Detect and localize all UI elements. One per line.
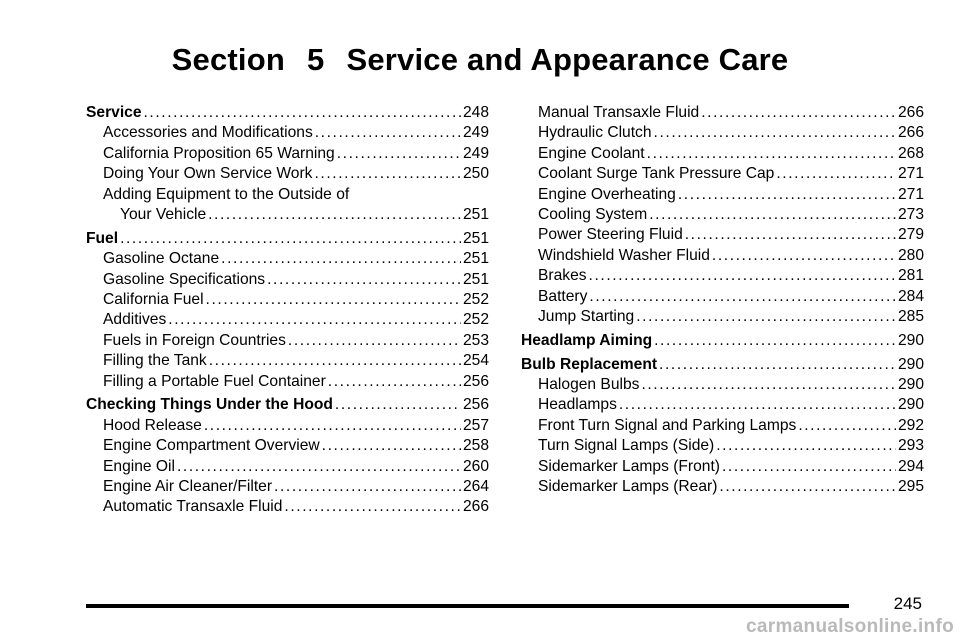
dot-leader bbox=[314, 164, 461, 184]
dot-leader bbox=[337, 144, 461, 164]
dot-leader bbox=[654, 331, 896, 351]
toc-entry-label: Bulb Replacement bbox=[521, 355, 658, 373]
toc-column-right bbox=[521, 103, 924, 497]
section-word: Section bbox=[171, 42, 285, 77]
toc-entry-label: Sidemarker Lamps (Rear) bbox=[538, 478, 718, 496]
toc-entry[interactable] bbox=[521, 185, 924, 205]
toc-entry-page: 251 bbox=[462, 229, 489, 247]
dot-leader bbox=[209, 351, 461, 371]
toc-entry-page: 266 bbox=[897, 124, 924, 142]
toc-entry[interactable] bbox=[86, 123, 489, 143]
toc-entry[interactable] bbox=[521, 416, 924, 436]
toc-entry-page: 281 bbox=[897, 267, 924, 285]
toc-entry-page: 250 bbox=[462, 165, 489, 183]
toc-entry[interactable] bbox=[86, 205, 489, 225]
toc-entry-label: Fuels in Foreign Countries bbox=[103, 331, 286, 349]
toc-entry[interactable] bbox=[521, 287, 924, 307]
toc-entry-label: Hood Release bbox=[103, 416, 202, 434]
toc-entry-page: 290 bbox=[897, 331, 924, 349]
dot-leader bbox=[315, 123, 461, 143]
toc-entry-label: Checking Things Under the Hood bbox=[86, 396, 333, 414]
section-number: 5 bbox=[307, 42, 325, 77]
toc-entry[interactable] bbox=[521, 266, 924, 286]
toc-entry[interactable] bbox=[86, 290, 489, 310]
toc-entry[interactable] bbox=[521, 246, 924, 266]
toc-entry-label: Service bbox=[86, 104, 142, 121]
toc-entry-label: Windshield Washer Fluid bbox=[538, 246, 710, 264]
toc-entry-label: Engine Air Cleaner/Filter bbox=[103, 478, 273, 496]
toc-entry[interactable] bbox=[86, 249, 489, 269]
toc-entry-page: 249 bbox=[462, 144, 489, 162]
toc-entry-label: Engine Coolant bbox=[538, 144, 645, 162]
toc-entry-label: California Fuel bbox=[103, 291, 204, 309]
toc-entry[interactable] bbox=[86, 436, 489, 456]
toc-entry[interactable] bbox=[86, 457, 489, 477]
toc-entry[interactable] bbox=[86, 164, 489, 184]
dot-leader bbox=[204, 416, 461, 436]
toc-entry[interactable] bbox=[521, 307, 924, 327]
toc-list-left bbox=[86, 103, 489, 518]
dot-leader bbox=[685, 225, 896, 245]
toc-entry[interactable] bbox=[86, 351, 489, 371]
toc-entry-page: 252 bbox=[462, 311, 489, 329]
dot-leader bbox=[716, 436, 896, 456]
toc-entry[interactable] bbox=[86, 144, 489, 164]
toc-entry-page: 280 bbox=[897, 246, 924, 264]
dot-leader bbox=[776, 164, 896, 184]
dot-leader bbox=[589, 266, 896, 286]
dot-leader bbox=[208, 205, 461, 225]
toc-entry-page: 284 bbox=[897, 287, 924, 305]
toc-entry-label: California Proposition 65 Warning bbox=[103, 144, 335, 162]
toc-entry-label: Coolant Surge Tank Pressure Cap bbox=[538, 165, 775, 183]
dot-leader bbox=[322, 436, 461, 456]
toc-entry[interactable] bbox=[86, 416, 489, 436]
dot-leader bbox=[712, 246, 896, 266]
toc-entry-page: 271 bbox=[897, 165, 924, 183]
toc-entry-label: Automatic Transaxle Fluid bbox=[103, 498, 283, 516]
toc-entry[interactable] bbox=[521, 103, 924, 123]
toc-entry[interactable] bbox=[521, 164, 924, 184]
toc-entry-label: Turn Signal Lamps (Side) bbox=[538, 437, 715, 455]
section-title: Service and Appearance Care bbox=[346, 42, 789, 77]
toc-entry-page: 260 bbox=[462, 457, 489, 475]
dot-leader bbox=[678, 185, 896, 205]
toc-section-entry[interactable] bbox=[86, 395, 489, 415]
dot-leader bbox=[177, 457, 461, 477]
page-title bbox=[0, 42, 960, 78]
toc-entry-page: 256 bbox=[462, 396, 489, 414]
toc-entry-page: 251 bbox=[462, 250, 489, 268]
toc-entry[interactable] bbox=[521, 205, 924, 225]
toc-entry-page: 251 bbox=[462, 270, 489, 288]
toc-entry-page: 290 bbox=[897, 376, 924, 394]
dot-leader bbox=[120, 229, 461, 249]
dot-leader bbox=[267, 270, 461, 290]
toc-entry-label: Halogen Bulbs bbox=[538, 376, 640, 394]
toc-entry[interactable] bbox=[86, 477, 489, 497]
dot-leader bbox=[659, 355, 896, 375]
toc-entry-label: Cooling System bbox=[538, 205, 648, 223]
toc-entry-label: Hydraulic Clutch bbox=[538, 124, 652, 142]
toc-entry-label: Front Turn Signal and Parking Lamps bbox=[538, 416, 797, 434]
toc-list-right bbox=[521, 103, 924, 497]
toc-entry-page: 293 bbox=[897, 437, 924, 455]
toc-entry-page: 266 bbox=[897, 104, 924, 121]
toc-entry-label: Brakes bbox=[538, 267, 587, 285]
toc-entry[interactable] bbox=[521, 477, 924, 497]
dot-leader bbox=[274, 477, 461, 497]
toc-entry[interactable] bbox=[521, 123, 924, 143]
toc-entry-label: Adding Equipment to the Outside of bbox=[103, 185, 350, 203]
toc-entry-label: Filling the Tank bbox=[103, 352, 207, 370]
toc-entry[interactable] bbox=[521, 144, 924, 164]
toc-entry-page: 268 bbox=[897, 144, 924, 162]
toc-entry-page: 292 bbox=[897, 416, 924, 434]
dot-leader bbox=[636, 307, 896, 327]
dot-leader bbox=[206, 290, 461, 310]
toc-entry[interactable] bbox=[86, 331, 489, 351]
toc-entry-label: Jump Starting bbox=[538, 307, 635, 325]
toc-entry-page: 257 bbox=[462, 416, 489, 434]
toc-entry-page: 279 bbox=[897, 226, 924, 244]
dot-leader bbox=[284, 497, 461, 517]
dot-leader bbox=[701, 103, 896, 123]
toc-section-entry[interactable] bbox=[521, 355, 924, 375]
toc-entry-label: Sidemarker Lamps (Front) bbox=[538, 457, 720, 475]
toc-entry-label: Doing Your Own Service Work bbox=[103, 165, 313, 183]
dot-leader bbox=[288, 331, 461, 351]
toc-entry-label: Accessories and Modifications bbox=[103, 124, 313, 142]
dot-leader bbox=[654, 123, 896, 143]
toc-entry[interactable] bbox=[86, 310, 489, 330]
toc-entry[interactable] bbox=[521, 436, 924, 456]
toc-entry[interactable] bbox=[521, 375, 924, 395]
toc-entry-page: 251 bbox=[462, 205, 489, 223]
dot-leader bbox=[798, 416, 896, 436]
dot-leader bbox=[647, 144, 896, 164]
toc-entry-page: 252 bbox=[462, 291, 489, 309]
dot-leader bbox=[221, 249, 461, 269]
dot-leader bbox=[719, 477, 896, 497]
toc-entry-label: Power Steering Fluid bbox=[538, 226, 683, 244]
toc-entry-label: Gasoline Specifications bbox=[103, 270, 266, 288]
toc-entry[interactable] bbox=[521, 225, 924, 245]
toc-entry-label: Engine Overheating bbox=[538, 185, 676, 203]
dot-leader bbox=[722, 457, 896, 477]
toc-entry[interactable] bbox=[86, 185, 489, 205]
toc-entry-page: 271 bbox=[897, 185, 924, 203]
toc-section-entry[interactable] bbox=[86, 103, 489, 123]
watermark: carmanualsonline.info bbox=[746, 616, 954, 637]
toc-entry-page: 254 bbox=[462, 352, 489, 370]
toc-entry-page: 266 bbox=[462, 498, 489, 516]
toc-entry-page: 273 bbox=[897, 205, 924, 223]
toc-entry-label: Engine Compartment Overview bbox=[103, 437, 320, 455]
toc-entry-page: 248 bbox=[462, 104, 489, 121]
toc-column-left bbox=[86, 103, 489, 518]
toc-entry-page: 290 bbox=[897, 396, 924, 414]
dot-leader bbox=[619, 395, 896, 415]
toc-entry-label: Battery bbox=[538, 287, 588, 305]
footer-rule bbox=[86, 604, 849, 608]
toc-entry-page: 294 bbox=[897, 457, 924, 475]
toc-entry-page: 285 bbox=[897, 307, 924, 325]
toc-entry[interactable] bbox=[86, 497, 489, 517]
dot-leader bbox=[328, 372, 461, 392]
dot-leader bbox=[335, 395, 461, 415]
toc-entry-page: 249 bbox=[462, 124, 489, 142]
toc-entry-label: Fuel bbox=[86, 229, 119, 247]
toc-entry-page: 253 bbox=[462, 331, 489, 349]
toc-section-entry[interactable] bbox=[86, 229, 489, 249]
dot-leader bbox=[168, 310, 461, 330]
toc-entry-page: 264 bbox=[462, 478, 489, 496]
toc-entry-page: 295 bbox=[897, 478, 924, 496]
toc-entry-label: Headlamps bbox=[538, 396, 617, 414]
toc-entry[interactable] bbox=[86, 372, 489, 392]
toc-entry-label: Manual Transaxle Fluid bbox=[538, 104, 700, 121]
toc-entry-page: 256 bbox=[462, 372, 489, 390]
toc-entry[interactable] bbox=[521, 395, 924, 415]
page-number: 245 bbox=[893, 594, 922, 613]
toc-entry-page: 258 bbox=[462, 437, 489, 455]
toc-entry-label: Headlamp Aiming bbox=[521, 331, 653, 349]
toc-entry-label: Additives bbox=[103, 311, 167, 329]
dot-leader bbox=[144, 103, 461, 123]
toc-entry[interactable] bbox=[521, 457, 924, 477]
toc-entry[interactable] bbox=[86, 270, 489, 290]
toc-section-entry[interactable] bbox=[521, 331, 924, 351]
dot-leader bbox=[641, 375, 896, 395]
toc-entry-label: Your Vehicle bbox=[120, 205, 207, 223]
toc-entry-label: Engine Oil bbox=[103, 457, 175, 475]
dot-leader bbox=[649, 205, 896, 225]
dot-leader bbox=[589, 287, 896, 307]
toc-entry-label: Gasoline Octane bbox=[103, 250, 220, 268]
toc-entry-page: 290 bbox=[897, 355, 924, 373]
toc-entry-label: Filling a Portable Fuel Container bbox=[103, 372, 326, 390]
